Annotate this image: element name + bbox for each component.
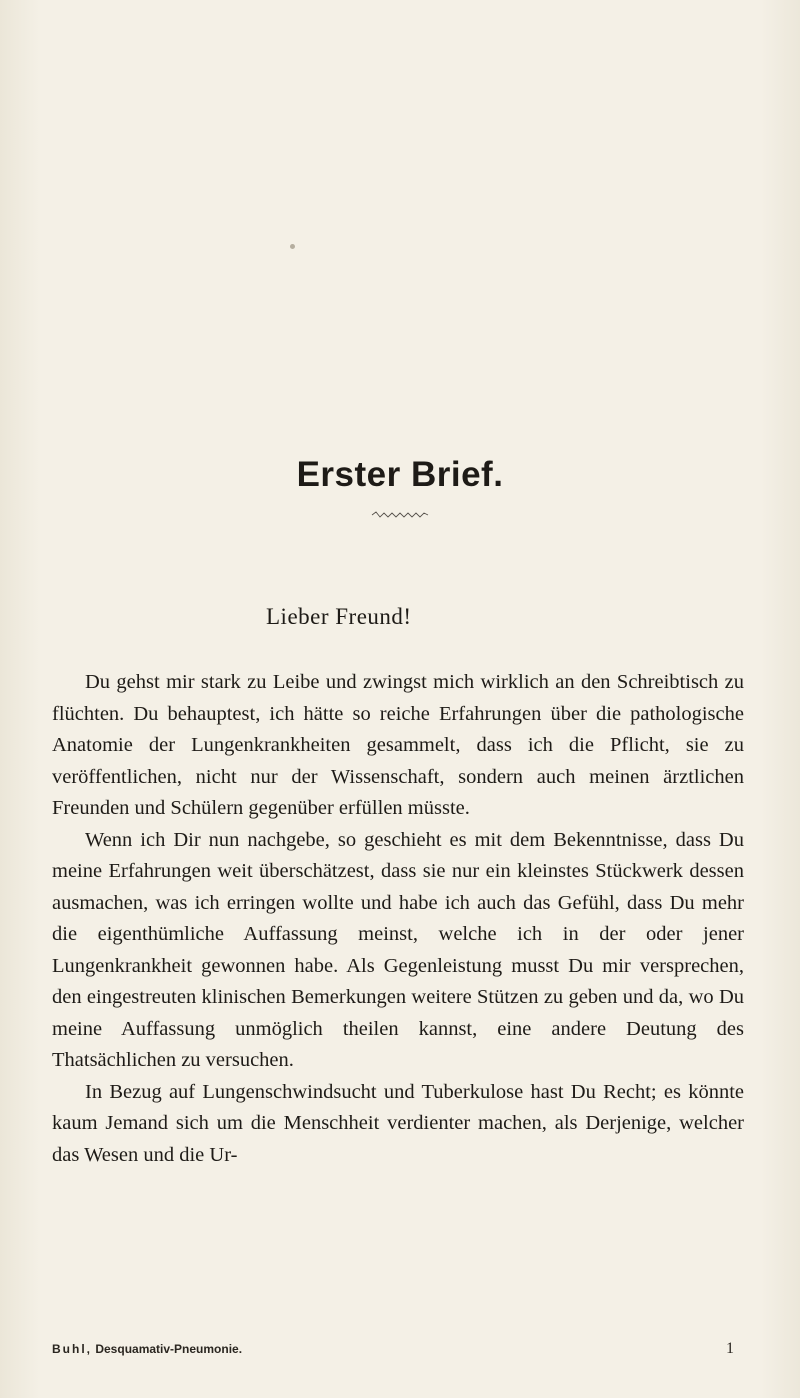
letter-body [52, 667, 744, 1171]
chapter-title: Erster Brief. [296, 455, 504, 494]
paragraph-1: Du gehst mir stark zu Leibe und zwingst mich wirklich an den Schreibtisch zu flüchten. Du behauptest, ich hätte so reiche Erfahrungen über die pathologische Anatomie der Lungenkrankheiten gesammelt, dass ich die Pflicht, sie zu veröffentlichen, nicht nur der Wissenschaft, sondern auch meinen ärztlichen Freunden und Schülern gegenüber erfüllen müsste. [52, 671, 744, 819]
ornament-divider [370, 510, 430, 520]
footer-author: Buhl, [52, 1342, 92, 1356]
paragraph-2: Wenn ich Dir nun nachgebe, so geschieht es mit dem Bekenntnisse, dass Du meine Erfahrungen weit überschätzest, dass sie nur ein kleinstes Stückwerk dessen ausmachen, was ich erringen wollte und habe ich auch das Gefühl, dass Du mehr die eigenthümliche Auffassung meinst, welche ich in der oder jener Lungenkrankheit gewonnen habe. Als Gegenleistung musst Du mir versprechen, den eingestreuten klinischen Bemerkungen weitere Stützen zu geben und da, wo Du meine Auffassung unmöglich theilen kannst, eine andere Deutung des Thatsächlichen zu versuchen. [52, 828, 744, 1071]
salutation: Lieber Freund! [266, 604, 412, 629]
page-footer [52, 1342, 744, 1356]
paper-spot [290, 244, 295, 249]
footer-work-title: Desquamativ-Pneumonie. [95, 1342, 243, 1356]
signature-mark: 1 [726, 1340, 734, 1357]
paragraph-3: In Bezug auf Lungenschwindsucht und Tuberkulose hast Du Recht; es könnte kaum Jemand sich um die Menschheit verdienter machen, als Derjenige, welcher das Wesen und die Ur- [52, 1080, 744, 1166]
